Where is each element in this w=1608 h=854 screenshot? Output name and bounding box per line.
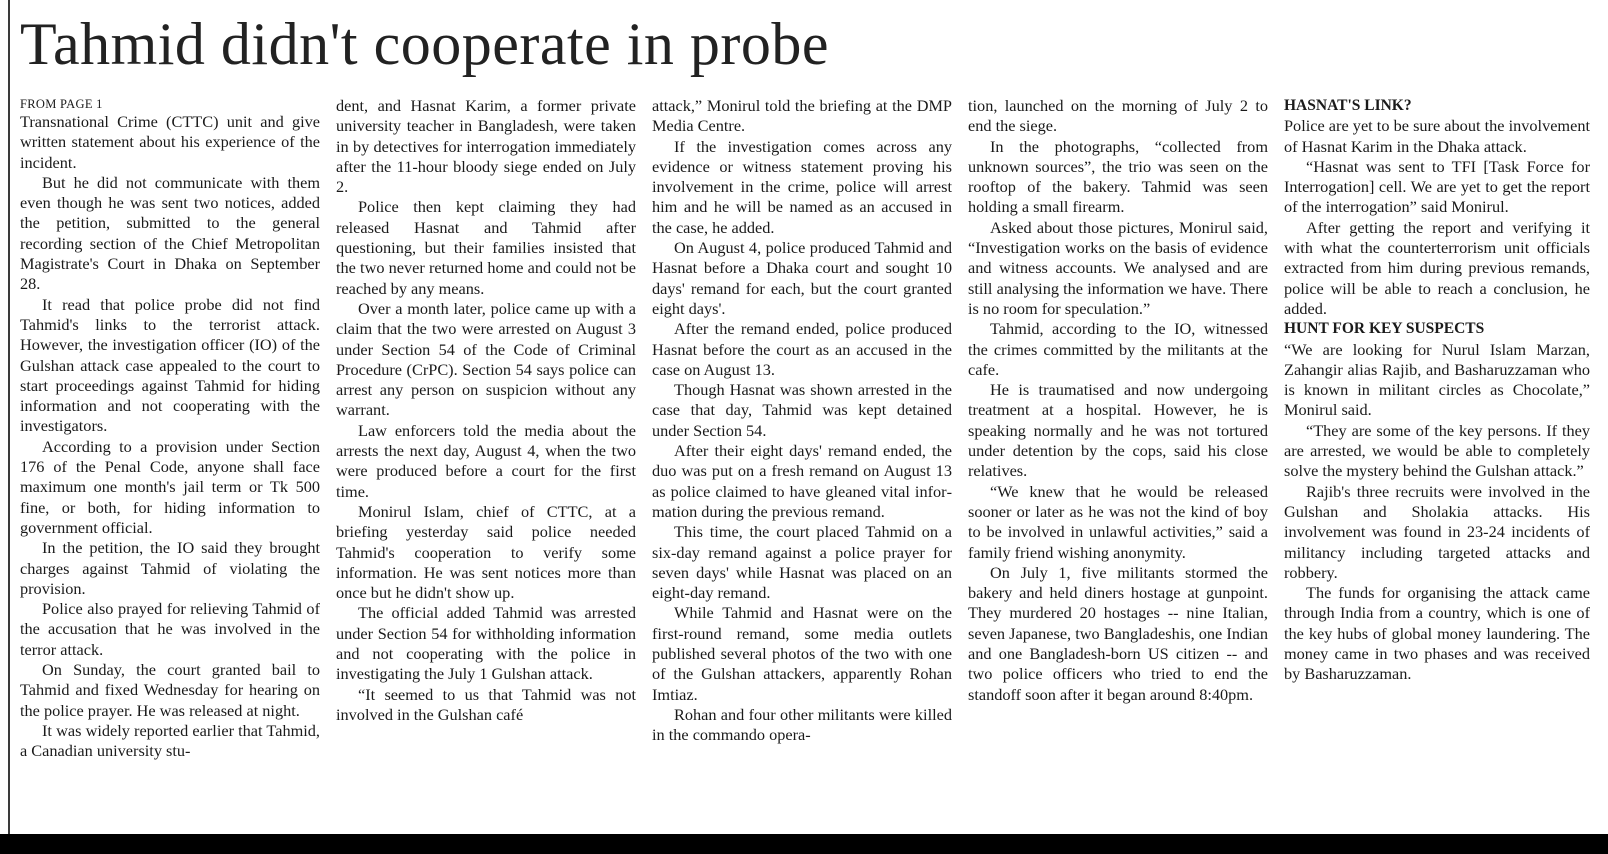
- paragraph: On August 4, police produced Tahmid and Hasnat before a Dhaka court and sought 10 days' remand for each, but the court granted eight days'.: [652, 238, 952, 318]
- paragraph: After getting the report and verifying it with what the counterterrorism unit officials extracted from him during previous remands, police will be able to reach a conclusion, he added.: [1284, 217, 1590, 318]
- paragraph: “It seemed to us that Tahmid was not involved in the Gulshan café: [336, 684, 636, 724]
- headline: Tahmid didn't cooperate in probe: [20, 11, 830, 77]
- article-column-4: [968, 96, 1268, 836]
- paragraph: Law enforcers told the media about the arrests the next day, August 4, when the two were produced before a court for the first time.: [336, 420, 636, 501]
- paragraph: This time, the court placed Tahmid on a six-day remand against a police prayer for seven days' while Hasnat was placed on an eight-day remand.: [652, 522, 952, 603]
- paragraph: Rohan and four other militants were killed in the commando opera-: [652, 704, 952, 745]
- paragraph: Police then kept claiming they had released Hasnat and Tahmid after questioning, but their families insisted that the two never returned home and could not be reached by any means.: [336, 197, 636, 298]
- paragraph: Over a month later, police came up with a claim that the two were arrested on August 3 under Section 54 of the Code of Criminal Procedure (CrPC). Section 54 says police can arrest any person on suspicion without any warrant.: [336, 298, 636, 420]
- paragraph: On Sunday, the court granted bail to Tahmid and fixed Wednesday for hearing on the police prayer. He was released at night.: [20, 660, 320, 720]
- paragraph: Though Hasnat was shown arrested in the case that day, Tahmid was kept detained under Section 54.: [652, 380, 952, 440]
- paragraph: Rajib's three recruits were involved in the Gulshan and Sholakia attacks. His involvement was found in 23-24 incidents of militancy including targeted attacks and robbery.: [1284, 481, 1590, 582]
- paragraph: After the remand ended, police produced Hasnat before the court as an accused in the case on August 13.: [652, 319, 952, 379]
- paragraph: It was widely reported earlier that Tahmid, a Canadian university stu-: [20, 720, 320, 761]
- article-column-5: [1284, 96, 1590, 836]
- paragraph: It read that police probe did not find Tahmid's links to the terrorist attack. However, the investigation officer (IO) of the Gulshan attack case appealed to the court to start proceedings against Tahmid for hiding information and not cooperating with the investigators.: [20, 294, 320, 436]
- paragraph: The official added Tahmid was arrested under Section 54 for withholding information and not cooperating with the police in investigating the July 1 Gulshan attack.: [336, 603, 636, 684]
- paragraph: Police are yet to be sure about the involvement of Hasnat Karim in the Dhaka attack.: [1284, 116, 1590, 156]
- paragraph: “They are some of the key persons. If they are arrested, we would be able to completely solve the mystery behind the Gulshan attack.”: [1284, 420, 1590, 481]
- paragraph: Asked about those pictures, Monirul said, “Investigation works on the basis of evidence and witness accounts. We analysed and are still analysing the information we have. There is no room for speculation.”: [968, 217, 1268, 318]
- article-column-3: [652, 96, 952, 836]
- paragraph: “We knew that he would be released sooner or later as he was not the kind of boy to be involved in unlawful activities,” said a family friend wishing anonymity.: [968, 481, 1268, 562]
- subhead-hasnats-link: HASNAT'S LINK?: [1284, 97, 1412, 114]
- paragraph: After their eight days' remand ended, the duo was put on a fresh remand on August 13 as police claimed to have gleaned vital information during the previous remand.: [652, 441, 952, 521]
- kicker-from-page: FROM PAGE 1: [20, 97, 103, 111]
- paragraph: “We are looking for Nurul Islam Marzan, Zahangir alias Rajib, and Basharuzzaman who is known in militant circles as Chocolate,” Monirul said.: [1284, 339, 1590, 420]
- paragraph: On July 1, five militants stormed the bakery and held diners hostage at gunpoint. They murdered 20 hostages -- nine Italian, seven Japanese, two Bangladeshis, one Indian and one Bangladesh-born US citizen -- and two police officers who tried to end the standoff soon after it began around 8:40pm.: [968, 562, 1268, 704]
- paragraph: While Tahmid and Hasnat were on the first-round remand, some media outlets published several photos of the two with one of the Gulshan attackers, apparently Rohan Imtiaz.: [652, 603, 952, 704]
- paragraph: “Hasnat was sent to TFI [Task Force for Interrogation] cell. We are yet to get the report of the interrogation” said Monirul.: [1284, 156, 1590, 217]
- paragraph: In the petition, the IO said they brought charges against Tahmid of violating the provision.: [20, 538, 320, 598]
- bottom-black-bar: [0, 834, 1608, 854]
- paragraph: But he did not communicate with them even though he was sent two notices, added the petition, submitted to the general recording section of the Chief Metropolitan Magistrate's Court in Dhaka on September 28.: [20, 172, 320, 294]
- article-column-1: [20, 96, 320, 836]
- paragraph: dent, and Hasnat Karim, a former private university teacher in Bangladesh, were taken in by detectives for interrogation immediately after the 11-hour bloody siege ended on July 2.: [336, 96, 636, 197]
- paragraph: If the investigation comes across any evidence or witness statement proving his involvement in the crime, police will arrest him and he will be named as an accused in the case, he added.: [652, 136, 952, 237]
- paragraph: Transnational Crime (CTTC) unit and give written statement about his experience of the incident.: [20, 112, 320, 172]
- article-column-2: [336, 96, 636, 836]
- paragraph: Police also prayed for relieving Tahmid of the accusation that he was involved in the terror attack.: [20, 599, 320, 659]
- paragraph: He is traumatised and now undergoing treatment at a hospital. However, he is speaking normally and he was not tortured under detention by the cops, said his close relatives.: [968, 380, 1268, 481]
- paragraph: Tahmid, according to the IO, witnessed the crimes committed by the militants at the cafe.: [968, 319, 1268, 379]
- paragraph: In the photographs, “collected from unknown sources”, the trio was seen on the rooftop of the bakery. Tahmid was seen holding a small firearm.: [968, 136, 1268, 217]
- paragraph: According to a provision under Section 176 of the Penal Code, anyone shall face maximum one month's jail term or Tk 500 fine, or both, for hiding information to government official.: [20, 436, 320, 537]
- left-column-rule: [8, 0, 10, 834]
- subhead-hunt-for-key-suspects: HUNT FOR KEY SUSPECTS: [1284, 320, 1485, 338]
- paragraph: tion, launched on the morning of July 2 to end the siege.: [968, 96, 1268, 136]
- paragraph: attack,” Monirul told the briefing at the DMP Media Centre.: [652, 96, 952, 136]
- paragraph: The funds for organising the attack came through India from a country, which is one of the key hubs of global money laundering. The money came in two phases and was received by Basharuzzaman.: [1284, 583, 1590, 684]
- paragraph: Monirul Islam, chief of CTTC, at a briefing yesterday said police needed Tahmid's cooperation to verify some information. He was sent notices more than once but he didn't show up.: [336, 501, 636, 603]
